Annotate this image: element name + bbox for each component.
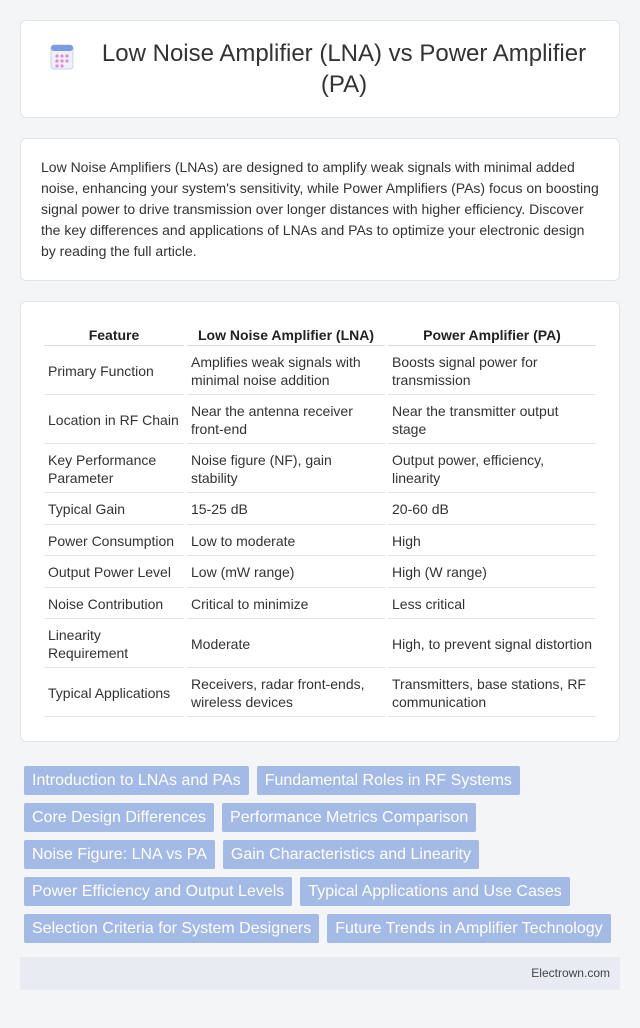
topic-tag-link[interactable]: Future Trends in Amplifier Technology [327, 914, 610, 943]
pa-cell: Output power, efficiency, linearity [388, 447, 596, 493]
intro-text: Low Noise Amplifiers (LNAs) are designed to amplify weak signals with minimal added noise, enhancing your system's sensitivity, while Power Amplifiers (PAs) focus on boosting signal power to drive transmission over longer distances with higher efficiency. Discover the key differences and applications of LNAs and PAs to optimize your electronic design by reading the full article. [41, 159, 599, 259]
topic-tag-link[interactable]: Noise Figure: LNA vs PA [24, 840, 215, 869]
table-row [44, 447, 596, 493]
intro-card [20, 138, 620, 281]
topic-tag-link[interactable]: Core Design Differences [24, 803, 214, 832]
feature-cell: Location in RF Chain [44, 398, 184, 444]
table-body [44, 349, 596, 717]
feature-cell: Primary Function [44, 349, 184, 395]
topic-tag-link[interactable]: Introduction to LNAs and PAs [24, 766, 249, 795]
feature-cell: Linearity Requirement [44, 622, 184, 668]
lna-cell: Near the antenna receiver front-end [187, 398, 385, 444]
pa-cell: Transmitters, base stations, RF communication [388, 671, 596, 717]
feature-cell: Key Performance Parameter [44, 447, 184, 493]
table-row [44, 622, 596, 668]
column-header-feature: Feature [44, 323, 184, 346]
topic-tag-link[interactable]: Selection Criteria for System Designers [24, 914, 319, 943]
pa-cell: Less critical [388, 591, 596, 620]
document-grid-icon [49, 44, 75, 70]
pa-cell: Near the transmitter output stage [388, 398, 596, 444]
lna-cell: Receivers, radar front-ends, wireless devices [187, 671, 385, 717]
topic-tag-link[interactable]: Power Efficiency and Output Levels [24, 877, 292, 906]
feature-cell: Noise Contribution [44, 591, 184, 620]
pa-cell: High (W range) [388, 559, 596, 588]
table-row [44, 559, 596, 588]
table-row [44, 591, 596, 620]
pa-cell: High, to prevent signal distortion [388, 622, 596, 668]
lna-cell: Critical to minimize [187, 591, 385, 620]
footer-site-name: Electrown.com [531, 966, 610, 980]
lna-cell: 15-25 dB [187, 496, 385, 525]
pa-cell: Boosts signal power for transmission [388, 349, 596, 395]
column-header-pa: Power Amplifier (PA) [388, 323, 596, 346]
pa-cell: High [388, 528, 596, 557]
table-row [44, 496, 596, 525]
table-header-row [44, 323, 596, 346]
lna-cell: Amplifies weak signals with minimal noise addition [187, 349, 385, 395]
comparison-table [41, 320, 599, 720]
table-row [44, 398, 596, 444]
page-title: Low Noise Amplifier (LNA) vs Power Amplifier (PA) [101, 40, 587, 98]
topic-tag-link[interactable]: Typical Applications and Use Cases [300, 877, 569, 906]
lna-cell: Noise figure (NF), gain stability [187, 447, 385, 493]
feature-cell: Typical Applications [44, 671, 184, 717]
lna-cell: Low to moderate [187, 528, 385, 557]
title-card [20, 20, 620, 118]
table-row [44, 671, 596, 717]
pa-cell: 20-60 dB [388, 496, 596, 525]
lna-cell: Low (mW range) [187, 559, 385, 588]
table-row [44, 349, 596, 395]
column-header-lna: Low Noise Amplifier (LNA) [187, 323, 385, 346]
lna-cell: Moderate [187, 622, 385, 668]
feature-cell: Output Power Level [44, 559, 184, 588]
feature-cell: Power Consumption [44, 528, 184, 557]
footer [20, 957, 620, 990]
topic-tag-link[interactable]: Performance Metrics Comparison [222, 803, 476, 832]
topic-tag-link[interactable]: Fundamental Roles in RF Systems [257, 766, 520, 795]
table-row [44, 528, 596, 557]
title-wrap [49, 38, 591, 100]
feature-cell: Typical Gain [44, 496, 184, 525]
comparison-table-card [20, 301, 620, 742]
related-topics [24, 766, 620, 951]
topic-tag-link[interactable]: Gain Characteristics and Linearity [223, 840, 479, 869]
